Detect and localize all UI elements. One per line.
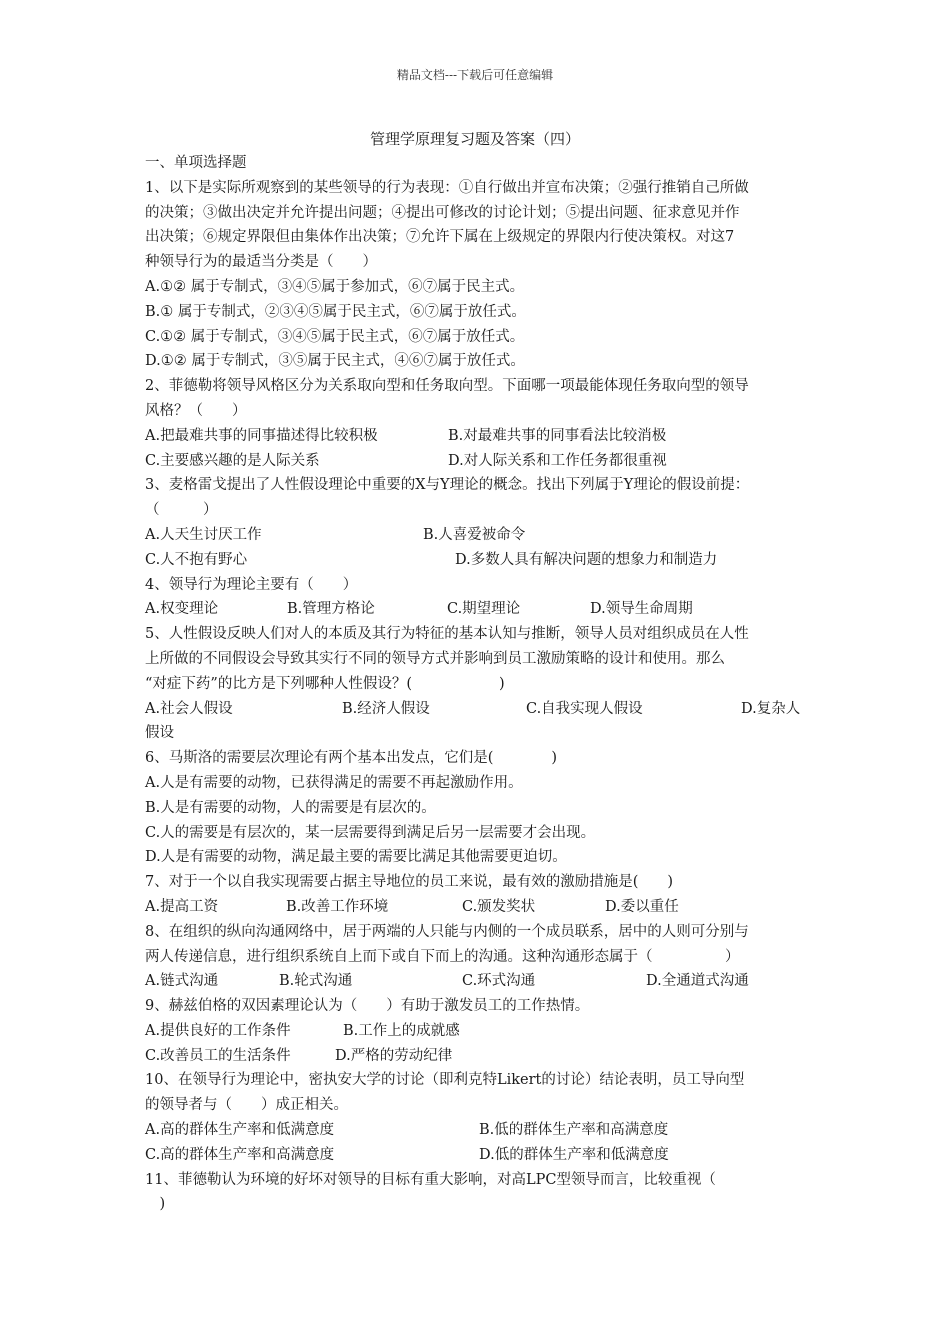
- option-a: A.提高工资: [145, 898, 219, 915]
- option-c: C.环式沟通: [462, 973, 536, 990]
- document-title: 管理学原理复习题及答案（四）: [369, 130, 580, 148]
- question-stem-line: 两人传递信息，进行组织系统自上而下或自下而上的沟通。这种沟通形态属于（ ）: [145, 948, 740, 965]
- option-b: B.轮式沟通: [279, 973, 353, 990]
- question-8: [145, 920, 810, 994]
- question-stem-line: 上所做的不同假设会导致其实行不同的领导方式并影响到员工激励策略的设计和使用。那么: [145, 650, 725, 667]
- page-header: 精品文档---下载后可任意编辑: [396, 68, 554, 82]
- option-a: A.把最难共事的同事描述得比较积极: [145, 427, 378, 444]
- question-1: [145, 176, 810, 374]
- option-c: C.①② 属于专制式，③④⑤属于民主式，⑥⑦属于放任式。: [145, 328, 525, 345]
- question-stem-line: 4、领导行为理论主要有（ ）: [145, 576, 358, 593]
- option-d: D.全通道式沟通: [646, 973, 749, 990]
- question-3: [145, 473, 810, 572]
- question-stem-line: 1、以下是实际所观察到的某些领导的行为表现：①自行做出并宣布决策；②强行推销自己所做: [145, 179, 749, 196]
- option-a: A.链式沟通: [145, 973, 219, 990]
- question-stem-line: 10、在领导行为理论中，密执安大学的讨论（即利克特Likert的讨论）结论表明，员工导向型: [145, 1072, 745, 1089]
- option-c: C.人不抱有野心: [145, 551, 248, 568]
- option-b: B.人喜爱被命令: [423, 526, 526, 543]
- question-stem-line: ): [145, 1196, 166, 1213]
- question-stem-line: 11、菲德勒认为环境的好坏对领导的目标有重大影响，对高LPC型领导而言，比较重视（: [145, 1171, 716, 1188]
- question-6: [145, 746, 810, 870]
- question-10: [145, 1068, 810, 1167]
- option-c: C.期望理论: [447, 601, 521, 618]
- option-d: D.严格的劳动纪律: [335, 1047, 453, 1064]
- option-a: A.①② 属于专制式，③④⑤属于参加式，⑥⑦属于民主式。: [145, 278, 525, 295]
- question-4: [145, 573, 810, 623]
- question-stem-line: 风格？（ ）: [145, 402, 247, 419]
- option-c: C.颁发奖状: [462, 898, 536, 915]
- option-b: B.① 属于专制式，②③④⑤属于民主式，⑥⑦属于放任式。: [145, 303, 526, 320]
- question-2: [145, 374, 810, 473]
- option-d: D.复杂人: [741, 700, 801, 717]
- option-a: A.人天生讨厌工作: [145, 526, 262, 543]
- option-row: [145, 1019, 810, 1044]
- option-d: D.委以重任: [605, 898, 679, 915]
- question-11: [145, 1168, 810, 1218]
- option-d: D.低的群体生产率和低满意度: [479, 1146, 669, 1163]
- question-9: [145, 994, 810, 1068]
- option-row: [145, 597, 810, 622]
- option-row: [145, 697, 810, 722]
- option-a: A.高的群体生产率和低满意度: [145, 1122, 335, 1139]
- option-b: B.改善工作环境: [286, 898, 389, 915]
- question-7: [145, 870, 810, 920]
- question-stem-line: 6、马斯洛的需要层次理论有两个基本出发点，它们是( ): [145, 750, 558, 767]
- option-row: [145, 1118, 810, 1143]
- option-b: B.经济人假设: [342, 700, 430, 717]
- option-c: C.人的需要是有层次的，某一层需要得到满足后另一层需要才会出现。: [145, 824, 596, 841]
- option-d: D.对人际关系和工作任务都很重视: [448, 452, 667, 469]
- option-row: [145, 449, 810, 474]
- question-5: [145, 622, 810, 746]
- option-row: [145, 969, 810, 994]
- option-a: A.权变理论: [145, 601, 219, 618]
- option-a: A.人是有需要的动物，已获得满足的需要不再起激励作用。: [145, 774, 523, 791]
- question-stem-line: 的领导者与（ ）成正相关。: [145, 1097, 348, 1114]
- option-row: [145, 548, 810, 573]
- question-stem-line: 8、在组织的纵向沟通网络中，居于两端的人只能与内侧的一个成员联系，居中的人则可分别与: [145, 923, 749, 940]
- question-stem-line: 9、赫兹伯格的双因素理论认为（ ）有助于激发员工的工作热情。: [145, 998, 590, 1015]
- option-d: D.人是有需要的动物，满足最主要的需要比满足其他需要更迫切。: [145, 849, 567, 866]
- option-row: [145, 1143, 810, 1168]
- option-d: D.领导生命周期: [590, 601, 693, 618]
- option-b: B.人是有需要的动物，人的需要是有层次的。: [145, 799, 436, 816]
- option-c: C.自我实现人假设: [526, 700, 643, 717]
- option-c: C.改善员工的生活条件: [145, 1047, 291, 1064]
- option-a: A.提供良好的工作条件: [145, 1022, 291, 1039]
- option-row: [145, 424, 810, 449]
- option-d-continued: 假设: [145, 725, 174, 742]
- option-c: C.高的群体生产率和高满意度: [145, 1146, 335, 1163]
- option-b: B.低的群体生产率和高满意度: [479, 1122, 669, 1139]
- option-row: [145, 523, 810, 548]
- question-stem-line: “对症下药”的比方是下列哪种人性假设？( ): [145, 675, 505, 692]
- question-stem-line: 出决策；⑥规定界限但由集体作出决策；⑦允许下属在上级规定的界限内行使决策权。对这7: [145, 229, 735, 246]
- question-stem-line: 5、人性假设反映人们对人的本质及其行为特征的基本认知与推断，领导人员对组织成员在人性: [145, 626, 749, 643]
- option-b: B.工作上的成就感: [343, 1022, 460, 1039]
- question-stem-line: 的决策；③做出决定并允许提出问题；④提出可修改的讨论计划；⑤提出问题、征求意见并作: [145, 204, 740, 221]
- option-row: [145, 895, 810, 920]
- document-body: [145, 151, 810, 1217]
- question-stem-line: 3、麦格雷戈提出了人性假设理论中重要的X与Y理论的概念。找出下列属于Y理论的假设前提：: [145, 477, 750, 494]
- question-stem-line: 7、对于一个以自我实现需要占据主导地位的员工来说，最有效的激励措施是( ): [145, 874, 674, 891]
- question-stem-line: （ ）: [145, 502, 218, 519]
- option-c: C.主要感兴趣的是人际关系: [145, 452, 320, 469]
- section-heading: 一、单项选择题: [145, 155, 247, 171]
- option-d: D.多数人具有解决问题的想象力和制造力: [455, 551, 718, 568]
- option-d: D.①② 属于专制式，③⑤属于民主式，④⑥⑦属于放任式。: [145, 353, 525, 370]
- question-stem-line: 种领导行为的最适当分类是（ ）: [145, 254, 377, 271]
- option-row: [145, 1044, 810, 1069]
- option-a: A.社会人假设: [145, 700, 233, 717]
- option-b: B.对最难共事的同事看法比较消极: [448, 427, 667, 444]
- option-b: B.管理方格论: [287, 601, 375, 618]
- question-stem-line: 2、菲德勒将领导风格区分为关系取向型和任务取向型。下面哪一项最能体现任务取向型的领导: [145, 378, 749, 395]
